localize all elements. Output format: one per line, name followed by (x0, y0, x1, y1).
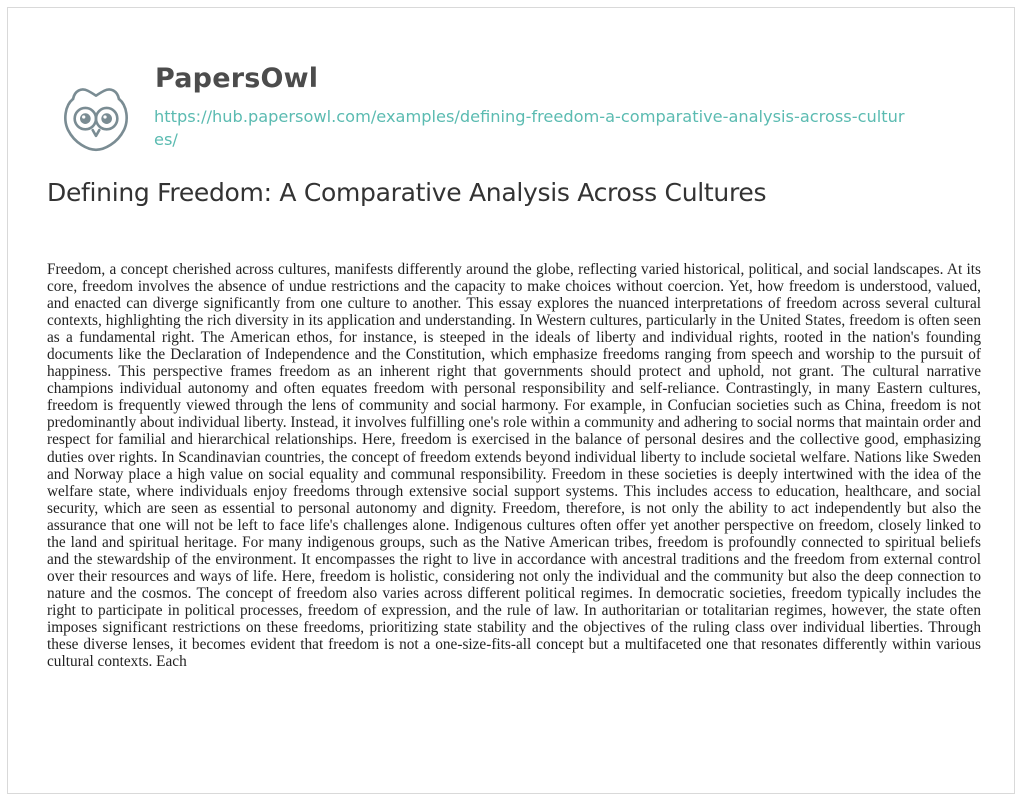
owl-icon (55, 76, 137, 158)
page-title: Defining Freedom: A Comparative Analysis Across Cultures (47, 178, 767, 207)
brand-name[interactable]: PapersOwl (155, 63, 319, 94)
essay-body: Freedom, a concept cherished across cultures, manifests differently around the globe, reflecting varied historical, political, and social landscapes. At its core, freedom involves the absence of undue restrictions and the capacity to make choices without coercion. Yet, how freedom is understood, valued, and enacted can diverge significantly from one culture to another. This essay explores the nuanced interpretations of freedom across several cultural contexts, highlighting the rich diversity in its application and understanding. In Western cultures, particularly in the United States, freedom is often seen as a fundamental right. The American ethos, for instance, is steeped in the ideals of liberty and individual rights, rooted in the nation's founding documents like the Declaration of Independence and the Constitution, which emphasize freedoms ranging from speech and worship to the pursuit of happiness. This perspective frames freedom as an inherent right that governments should protect and uphold, not grant. The cultural narrative champions individual autonomy and often equates freedom with personal responsibility and self-reliance. Contrastingly, in many Eastern cultures, freedom is frequently viewed through the lens of community and social harmony. For example, in Confucian societies such as China, freedom is not predominantly about individual liberty. Instead, it involves fulfilling one's role within a community and adhering to social norms that maintain order and respect for familial and hierarchical relationships. Here, freedom is exercised in the balance of personal desires and the collective good, emphasizing duties over rights. In Scandinavian countries, the concept of freedom extends beyond individual liberty to include societal welfare. Nations like Sweden and Norway place a high value on social equality and communal responsibility. Freedom in these societies is deeply intertwined with the idea of the welfare state, where individuals enjoy freedoms through extensive social support systems. This includes access to education, healthcare, and social security, which are seen as essential to personal autonomy and dignity. Freedom, therefore, is not only the ability to act independently but also the assurance that one will not be left to face life's challenges alone. Indigenous cultures often offer yet another perspective on freedom, closely linked to the land and spiritual heritage. For many indigenous groups, such as the Native American tribes, freedom is profoundly connected to spiritual beliefs and the stewardship of the environment. It encompasses the right to live in accordance with ancestral traditions and the freedom from external control over their resources and ways of life. Here, freedom is holistic, considering not only the individual and the community but also the deep connection to nature and the cosmos. The concept of freedom also varies across different political regimes. In democratic societies, freedom typically includes the right to participate in political processes, freedom of expression, and the rule of law. In authoritarian or totalitarian regimes, however, the state often imposes significant restrictions on these freedoms, prioritizing state stability and the objectives of the ruling class over individual liberties. Through these diverse lenses, it becomes evident that freedom is not a one-size-fits-all concept but a multifaceted one that resonates differently within various cultural contexts. Each (47, 261, 981, 671)
source-url-link[interactable]: https://hub.papersowl.com/examples/defining-freedom-a-comparative-analysis-across-cultures/ (154, 107, 905, 149)
